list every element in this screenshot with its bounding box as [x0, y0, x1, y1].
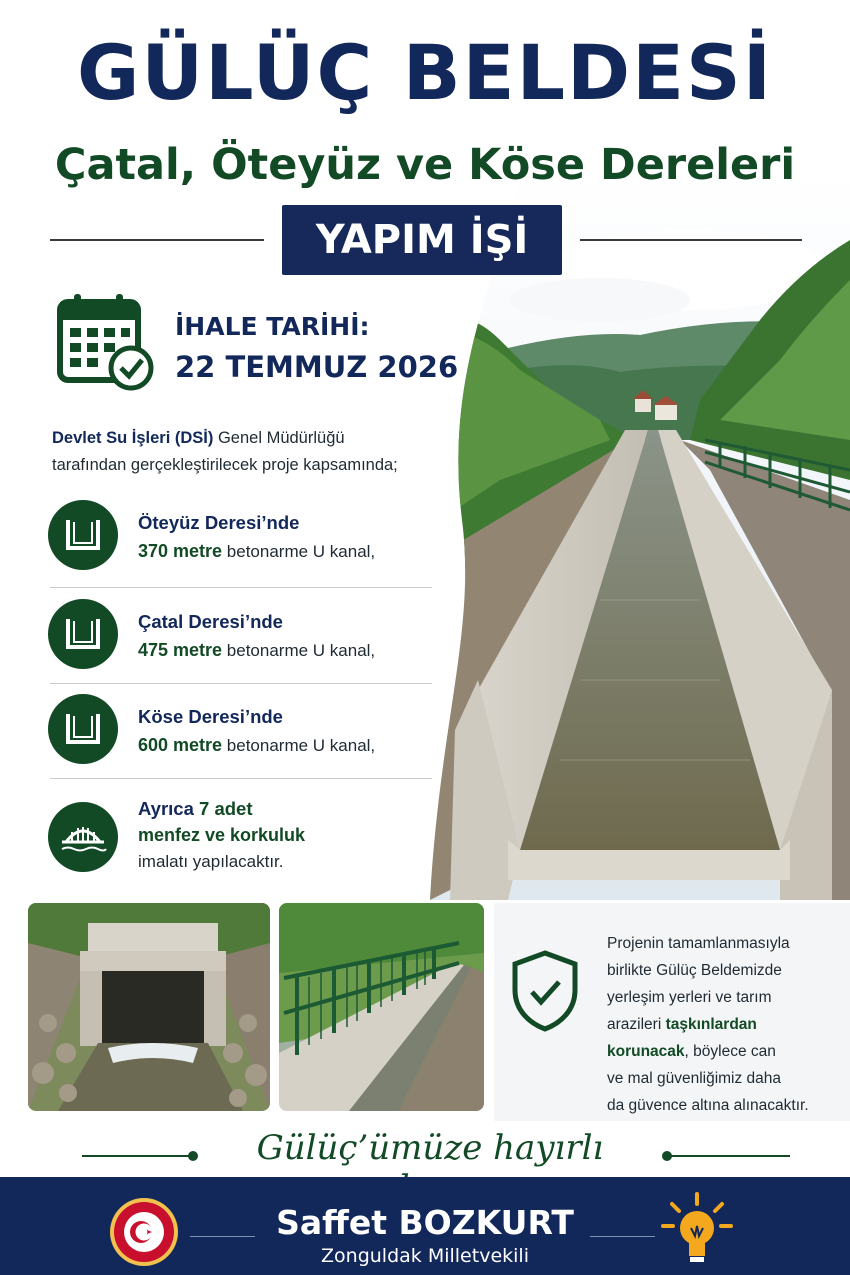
footer-divider-right: [590, 1236, 655, 1237]
list-item: Öteyüz Deresi’nde 370 metre betonarme U kanal,: [48, 500, 433, 580]
tbmm-emblem: [108, 1196, 180, 1268]
intro-text: Devlet Su İşleri (DSİ) Genel Müdürlüğü tarafından gerçekleştirilecek proje kapsamında;: [52, 429, 398, 474]
fenced-channel-photo: [279, 903, 484, 1111]
shield-check-icon: [511, 950, 579, 1032]
agency-name: Devlet Su İşleri (DSİ): [52, 429, 214, 447]
lightbulb-logo: [660, 1190, 735, 1270]
u-channel-icon: [48, 500, 118, 570]
slogan-divider-left: [82, 1155, 192, 1157]
mp-name: Saffet BOZKURT: [276, 1203, 574, 1242]
list-item-extra: Ayrıca 7 adet menfez ve korkuluk imalatı yapılacaktır.: [48, 790, 433, 885]
slogan-divider-right: [670, 1155, 790, 1157]
page-subtitle: Çatal, Öteyüz ve Köse Dereleri: [54, 140, 796, 190]
calendar-check-icon: [56, 292, 156, 392]
divider: [50, 778, 432, 779]
project-type-badge: YAPIM İŞİ: [282, 205, 562, 275]
tender-date-label: İHALE TARİHİ:: [175, 312, 370, 341]
divider-right: [580, 239, 802, 241]
divider-left: [50, 239, 264, 241]
u-channel-icon: [48, 694, 118, 764]
tender-date: 22 TEMMUZ 2026: [175, 350, 459, 384]
u-channel-icon: [48, 599, 118, 669]
list-item: Köse Deresi’nde 600 metre betonarme U kanal,: [48, 694, 433, 774]
list-item: Çatal Deresi’nde 475 metre betonarme U kanal,: [48, 599, 433, 679]
page-title: GÜLÜÇ BELDESİ: [76, 28, 774, 117]
info-text: Projenin tamamlanmasıyla birlikte Gülüç Beldemizde yerleşim yerleri ve tarım arazileri taşkınlardan korunacak, böylece can ve mal güvenliğimiz daha da güvence altına alınacaktır.: [607, 935, 809, 1114]
mp-title: Zonguldak Milletvekili: [321, 1245, 529, 1267]
bridge-icon: [48, 802, 118, 872]
slogan: Gülüç’ümüze hayırlı: [256, 1128, 604, 1168]
slogan-dot: [188, 1151, 198, 1161]
divider: [50, 683, 432, 684]
culvert-photo: [28, 903, 270, 1111]
divider: [50, 587, 432, 588]
